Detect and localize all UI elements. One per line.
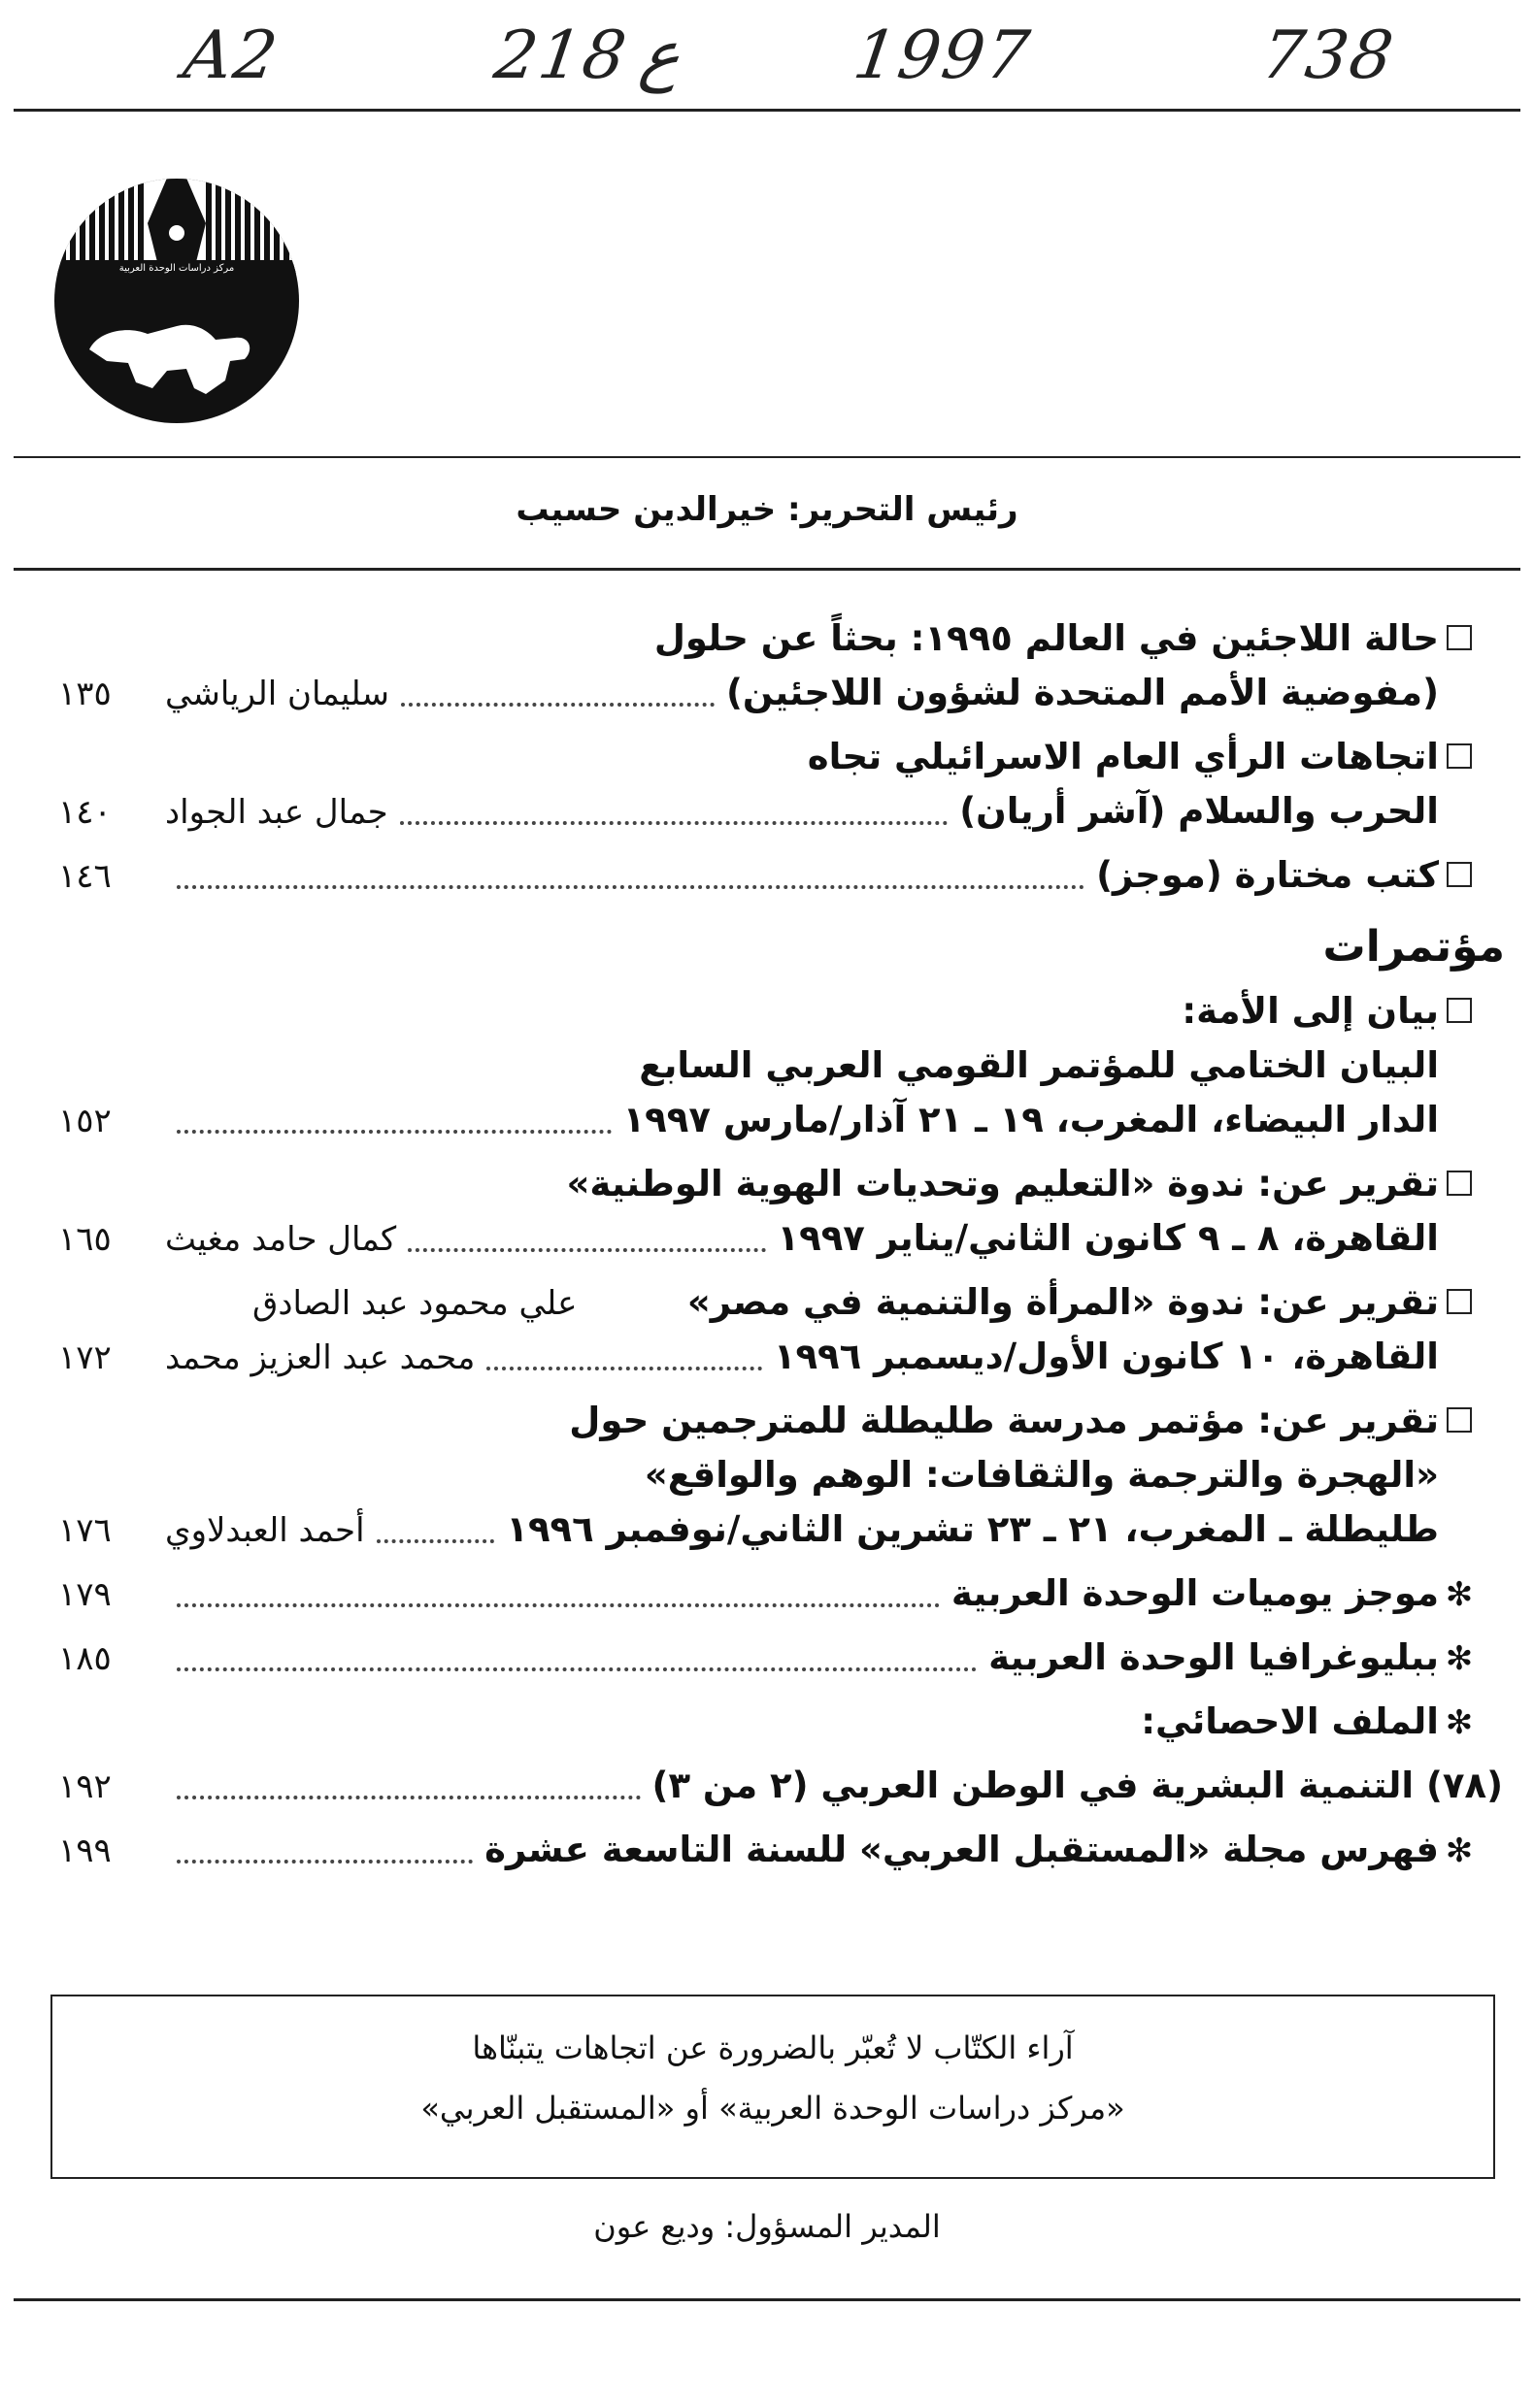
handwritten-note-218: 218	[489, 17, 633, 94]
checkbox-icon	[1447, 743, 1472, 769]
leader-dots	[177, 1796, 641, 1799]
leader-dots	[408, 1248, 765, 1252]
toc-entry-education-report[interactable]: تقرير عن: ندوة «التعليم وتحديات الهوية الوطنية»	[58, 1157, 1480, 1211]
page-number: ١٤٠	[58, 793, 112, 832]
toc-entry-women-report[interactable]: تقرير عن: ندوة «المرأة والتنمية في مصر» علي محمود عبد الصادق	[58, 1275, 1480, 1330]
page-number: ١٩٩	[58, 1831, 112, 1870]
handwritten-note-738: 738	[1256, 17, 1400, 94]
author: أحمد العبدلاوي	[165, 1511, 365, 1550]
page-number: ١٦٥	[58, 1220, 112, 1259]
checkbox-icon	[1447, 1289, 1472, 1314]
page-number: ١٣٥	[58, 675, 112, 713]
leader-dots	[177, 1130, 612, 1134]
section-heading-conferences: مؤتمرات	[1322, 922, 1505, 972]
author: جمال عبد الجواد	[165, 793, 388, 832]
toc-entry-toledo-report-title: «الهجرة والترجمة والثقافات: الوهم والواقع»	[644, 1454, 1439, 1496]
author: محمد عبد العزيز محمد	[165, 1338, 476, 1377]
page-number: ١٧٢	[58, 1338, 112, 1377]
table-of-contents	[58, 611, 1505, 1877]
leader-dots	[401, 703, 715, 707]
toc-entry-statement-title: البيان الختامي للمؤتمر القومي العربي السابع	[639, 1044, 1439, 1086]
rule-below-editor	[14, 568, 1520, 571]
author: علي محمود عبد الصادق	[252, 1284, 578, 1323]
leader-dots	[377, 1539, 495, 1543]
toc-entry-statement[interactable]: بيان إلى الأمة:	[58, 984, 1480, 1039]
toc-entry-refugees-detail[interactable]: (مفوضية الأمم المتحدة لشؤون اللاجئين) سليمان الرياشي ١٣٥	[58, 666, 1480, 720]
asterisk-icon: ✻	[1445, 1831, 1474, 1870]
pen-nib-icon	[148, 155, 206, 270]
toc-entry-toledo-report[interactable]: تقرير عن: مؤتمر مدرسة طليطلة للمترجمين حول	[58, 1394, 1480, 1448]
leader-dots	[177, 885, 1084, 889]
page-number: ١٧٩	[58, 1575, 112, 1614]
checkbox-icon	[1447, 1171, 1472, 1196]
asterisk-icon: ✻	[1445, 1575, 1474, 1614]
handwritten-note-ain: ع	[635, 17, 686, 94]
asterisk-icon: ✻	[1445, 1639, 1474, 1678]
author: كمال حامد مغيث	[165, 1220, 397, 1259]
toc-entry-israeli-opinion[interactable]: اتجاهات الرأي العام الاسرائيلي تجاه	[58, 730, 1480, 784]
toc-entry-journal-index[interactable]: ✻ فهرس مجلة «المستقبل العربي» للسنة التاسعة عشرة ١٩٩	[58, 1823, 1480, 1877]
logo-text: مركز دراسات الوحدة العربية	[118, 263, 235, 274]
asterisk-icon: ✻	[1445, 1703, 1474, 1742]
managing-director: المدير المسؤول: وديع عون	[593, 2208, 941, 2245]
leader-dots	[400, 821, 949, 825]
author: سليمان الرياشي	[165, 675, 390, 713]
toc-entry-bibliography[interactable]: ✻ ببليوغرافيا الوحدة العربية ١٨٥	[58, 1631, 1480, 1685]
leader-dots	[177, 1860, 473, 1864]
toc-entry-statistics: ✻ الملف الاحصائي:	[58, 1695, 1480, 1749]
page-number: ١٥٢	[58, 1102, 112, 1140]
disclaimer-line-2: «مركز دراسات الوحدة العربية» أو «المستقبل العربي»	[420, 2090, 1125, 2127]
leader-dots	[177, 1667, 977, 1671]
toc-entry-refugees[interactable]: حالة اللاجئين في العالم ١٩٩٥: بحثاً عن حلول	[58, 611, 1480, 666]
bottom-rule	[14, 2298, 1520, 2301]
toc-entry-israeli-opinion-detail[interactable]: الحرب والسلام (آشر أريان) جمال عبد الجواد ١٤٠	[58, 784, 1480, 839]
page-number: ١٨٥	[58, 1639, 112, 1678]
toc-entry-women-report-detail[interactable]: القاهرة، ١٠ كانون الأول/ديسمبر ١٩٩٦ محمد عبد العزيز محمد ١٧٢	[58, 1330, 1480, 1384]
checkbox-icon	[1447, 1407, 1472, 1433]
checkbox-icon	[1447, 625, 1472, 650]
handwritten-note-year: 1997	[849, 17, 1036, 94]
toc-entry-selected-books[interactable]: كتب مختارة (موجز) ١٤٦	[58, 848, 1480, 903]
center-logo	[21, 155, 332, 427]
leader-dots	[177, 1603, 940, 1607]
top-rule	[14, 109, 1520, 112]
leader-dots	[486, 1367, 762, 1370]
toc-entry-toledo-report-detail[interactable]: طليطلة ـ المغرب، ٢١ ـ ٢٣ تشرين الثاني/نوفمبر ١٩٩٦ أحمد العبدلاوي ١٧٦	[58, 1502, 1480, 1557]
checkbox-icon	[1447, 862, 1472, 887]
checkbox-icon	[1447, 998, 1472, 1023]
disclaimer-line-1: آراء الكتّاب لا تُعبّر بالضرورة عن اتجاهات يتبنّاها	[472, 2029, 1074, 2066]
toc-entry-education-report-detail[interactable]: القاهرة، ٨ ـ ٩ كانون الثاني/يناير ١٩٩٧ كمال حامد مغيث ١٦٥	[58, 1211, 1480, 1266]
page-number: ١٧٦	[58, 1511, 112, 1550]
toc-entry-statement-place[interactable]: الدار البيضاء، المغرب، ١٩ ـ ٢١ آذار/مارس ١٩٩٧ ١٥٢	[58, 1093, 1480, 1147]
editor-in-chief: رئيس التحرير: خيرالدين حسيب	[516, 490, 1018, 529]
page-number: ١٩٢	[58, 1767, 112, 1806]
handwritten-note-a2: A2	[179, 17, 283, 94]
toc-entry-human-development[interactable]: (٧٨) التنمية البشرية في الوطن العربي (٢ من ٣) ١٩٢	[58, 1759, 1503, 1813]
rule-above-editor	[14, 456, 1520, 458]
disclaimer-box	[50, 1995, 1495, 2179]
toc-entry-unity-diary[interactable]: ✻ موجز يوميات الوحدة العربية ١٧٩	[58, 1567, 1480, 1621]
page-number: ١٤٦	[58, 857, 112, 896]
